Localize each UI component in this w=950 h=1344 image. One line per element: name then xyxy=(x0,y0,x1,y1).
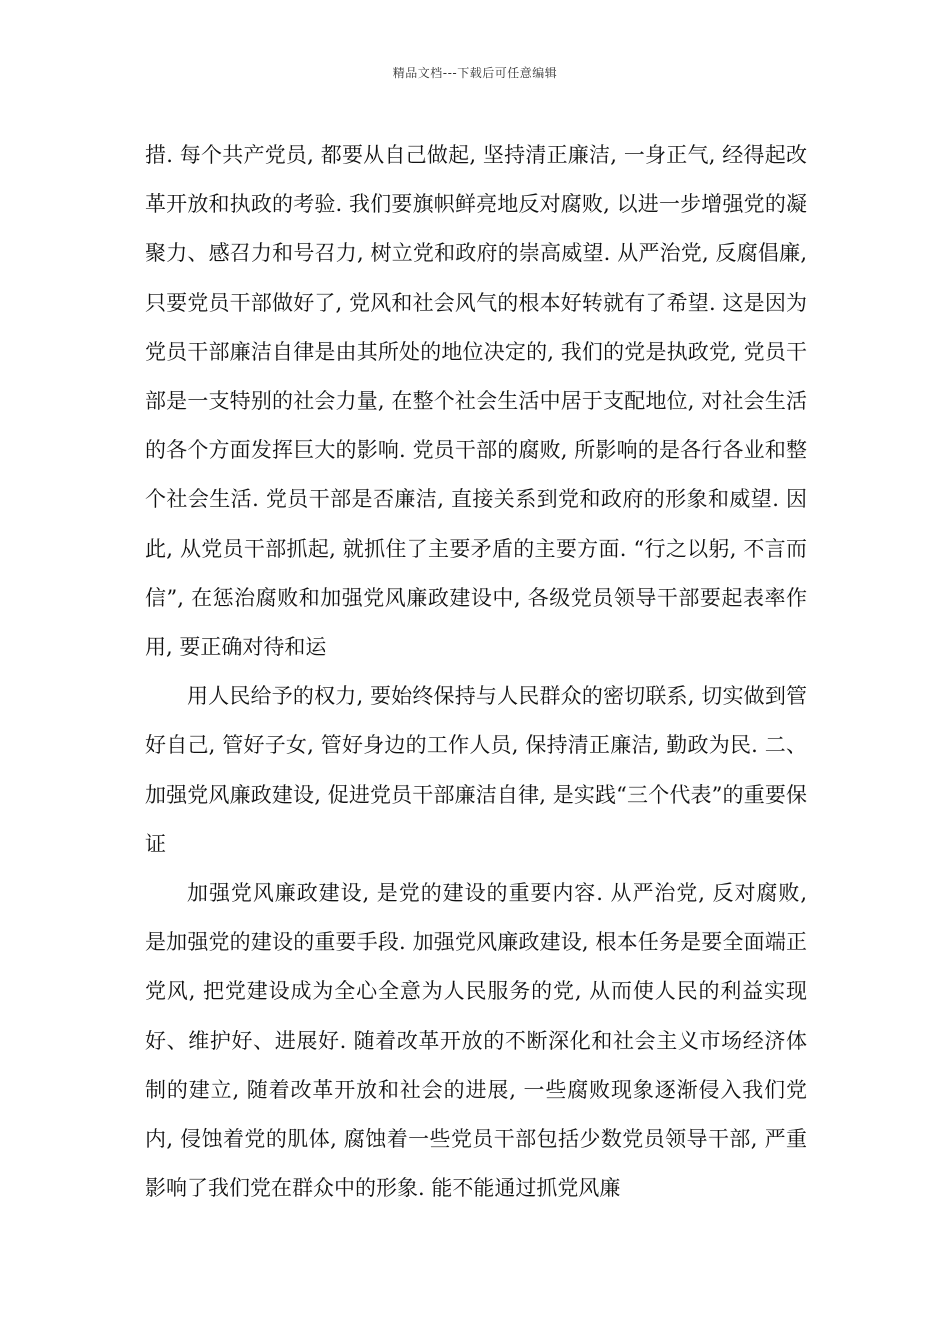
paragraph-3: 加强党风廉政建设, 是党的建设的重要内容. 从严治党, 反对腐败, 是加强党的建设的重要手段. 加强党风廉政建设, 根本任务是要全面端正党风, 把党建设成为全心全意为人民服务的党, 从而使人民的利益实现好、维护好、进展好. 随着改革开放的不断深化和社会主义市场经济体制的建立, 随着改革开放和社会的进展, 一些腐败现象逐渐侵入我们党内, 侵蚀着党的肌体, 腐蚀着一些党员干部包括少数党员领导干部, 严重影响了我们党在群众中的形象. 能不能通过抓党风廉 xyxy=(145,881,807,1201)
paragraph-2: 用人民给予的权力, 要始终保持与人民群众的密切联系, 切实做到管好自己, 管好子女, 管好身边的工作人员, 保持清正廉洁, 勤政为民. 二、加强党风廉政建设, 促进党员干部廉洁自律, 是实践“三个代表”的重要保证 xyxy=(145,684,807,856)
page-header: 精品文档---下载后可任意编辑 xyxy=(392,66,558,80)
paragraph-1: 措. 每个共产党员, 都要从自己做起, 坚持清正廉洁, 一身正气, 经得起改革开放和执政的考验. 我们要旗帜鲜亮地反对腐败, 以进一步增强党的凝聚力、感召力和号召力, 树立党和政府的崇高威望. 从严治党, 反腐倡廉, 只要党员干部做好了, 党风和社会风气的根本好转就有了希望. 这是因为党员干部廉洁自律是由其所处的地位决定的, 我们的党是执政党, 党员干部是一支特别的社会力量, 在整个社会生活中居于支配地位, 对社会生活的各个方面发挥巨大的影响. 党员干部的腐败, 所影响的是各行各业和整个社会生活. 党员干部是否廉洁, 直接关系到党和政府的形象和威望. 因此, 从党员干部抓起, 就抓住了主要矛盾的主要方面. “行之以躬, 不言而信”, 在惩治腐败和加强党风廉政建设中, 各级党员领导干部要起表率作用, 要正确对待和运 xyxy=(145,143,807,660)
document-body xyxy=(145,131,807,1213)
